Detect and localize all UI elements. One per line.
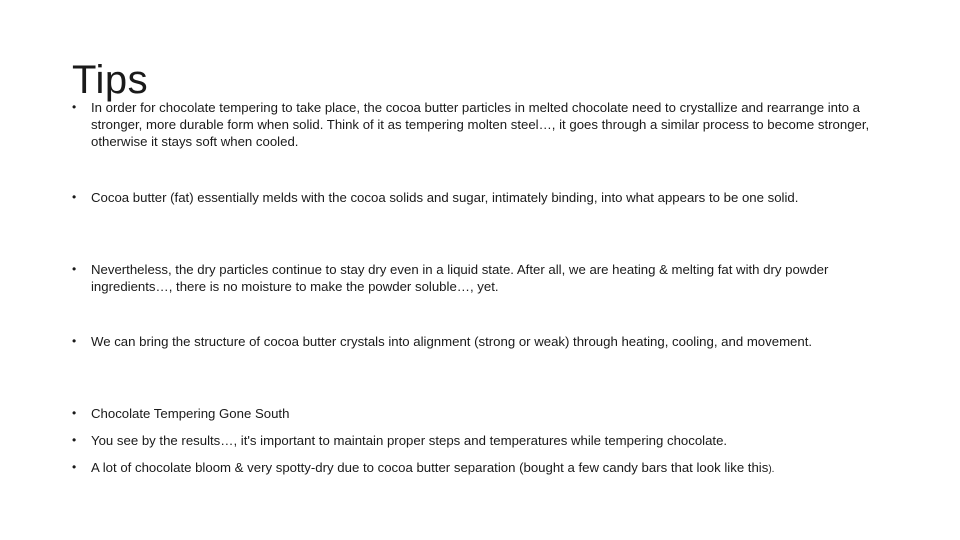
bullet-dot-icon: • xyxy=(72,406,77,420)
bullet-dot-icon: • xyxy=(72,100,77,114)
bullet-item xyxy=(72,459,880,478)
bullet-item xyxy=(72,189,880,206)
bullet-dot-icon: • xyxy=(72,262,77,276)
bullet-item xyxy=(72,261,880,295)
page-title: Tips xyxy=(72,58,149,102)
bullet-text-tail: ). xyxy=(768,464,775,475)
bullet-item xyxy=(72,432,880,449)
bullet-dot-icon: • xyxy=(72,433,77,447)
bullet-text: Chocolate Tempering Gone South xyxy=(91,406,290,421)
bullet-item xyxy=(72,333,880,350)
bullet-text: We can bring the structure of cocoa butter crystals into alignment (strong or weak) through heating, cooling, and movement. xyxy=(91,334,813,349)
bullet-dot-icon: • xyxy=(72,190,77,204)
bullet-text: Nevertheless, the dry particles continue to stay dry even in a liquid state. After all, we are heating & melting fat with dry powder ingredients…, there is no moisture to make the powder soluble…, yet. xyxy=(91,262,829,294)
bullet-text: A lot of chocolate bloom & very spotty-dry due to cocoa butter separation (bought a few candy bars that look like this xyxy=(91,460,769,475)
bullet-text: Cocoa butter (fat) essentially melds with the cocoa solids and sugar, intimately binding, into what appears to be one solid. xyxy=(91,190,799,205)
bullet-text: You see by the results…, it's important to maintain proper steps and temperatures while tempering chocolate. xyxy=(91,433,728,448)
bullet-dot-icon: • xyxy=(72,334,77,348)
bullet-dot-icon: • xyxy=(72,460,77,474)
bullet-item xyxy=(72,405,880,422)
bullet-text-wrapper xyxy=(72,459,880,478)
bullet-item xyxy=(72,99,880,150)
bullet-text: In order for chocolate tempering to take place, the cocoa butter particles in melted chocolate need to crystallize and rearrange into a stronger, more durable form when solid. Think of it as tempering molten steel…, it goes through a similar process to become stronger, otherwise it stays soft when cooled. xyxy=(91,100,870,149)
